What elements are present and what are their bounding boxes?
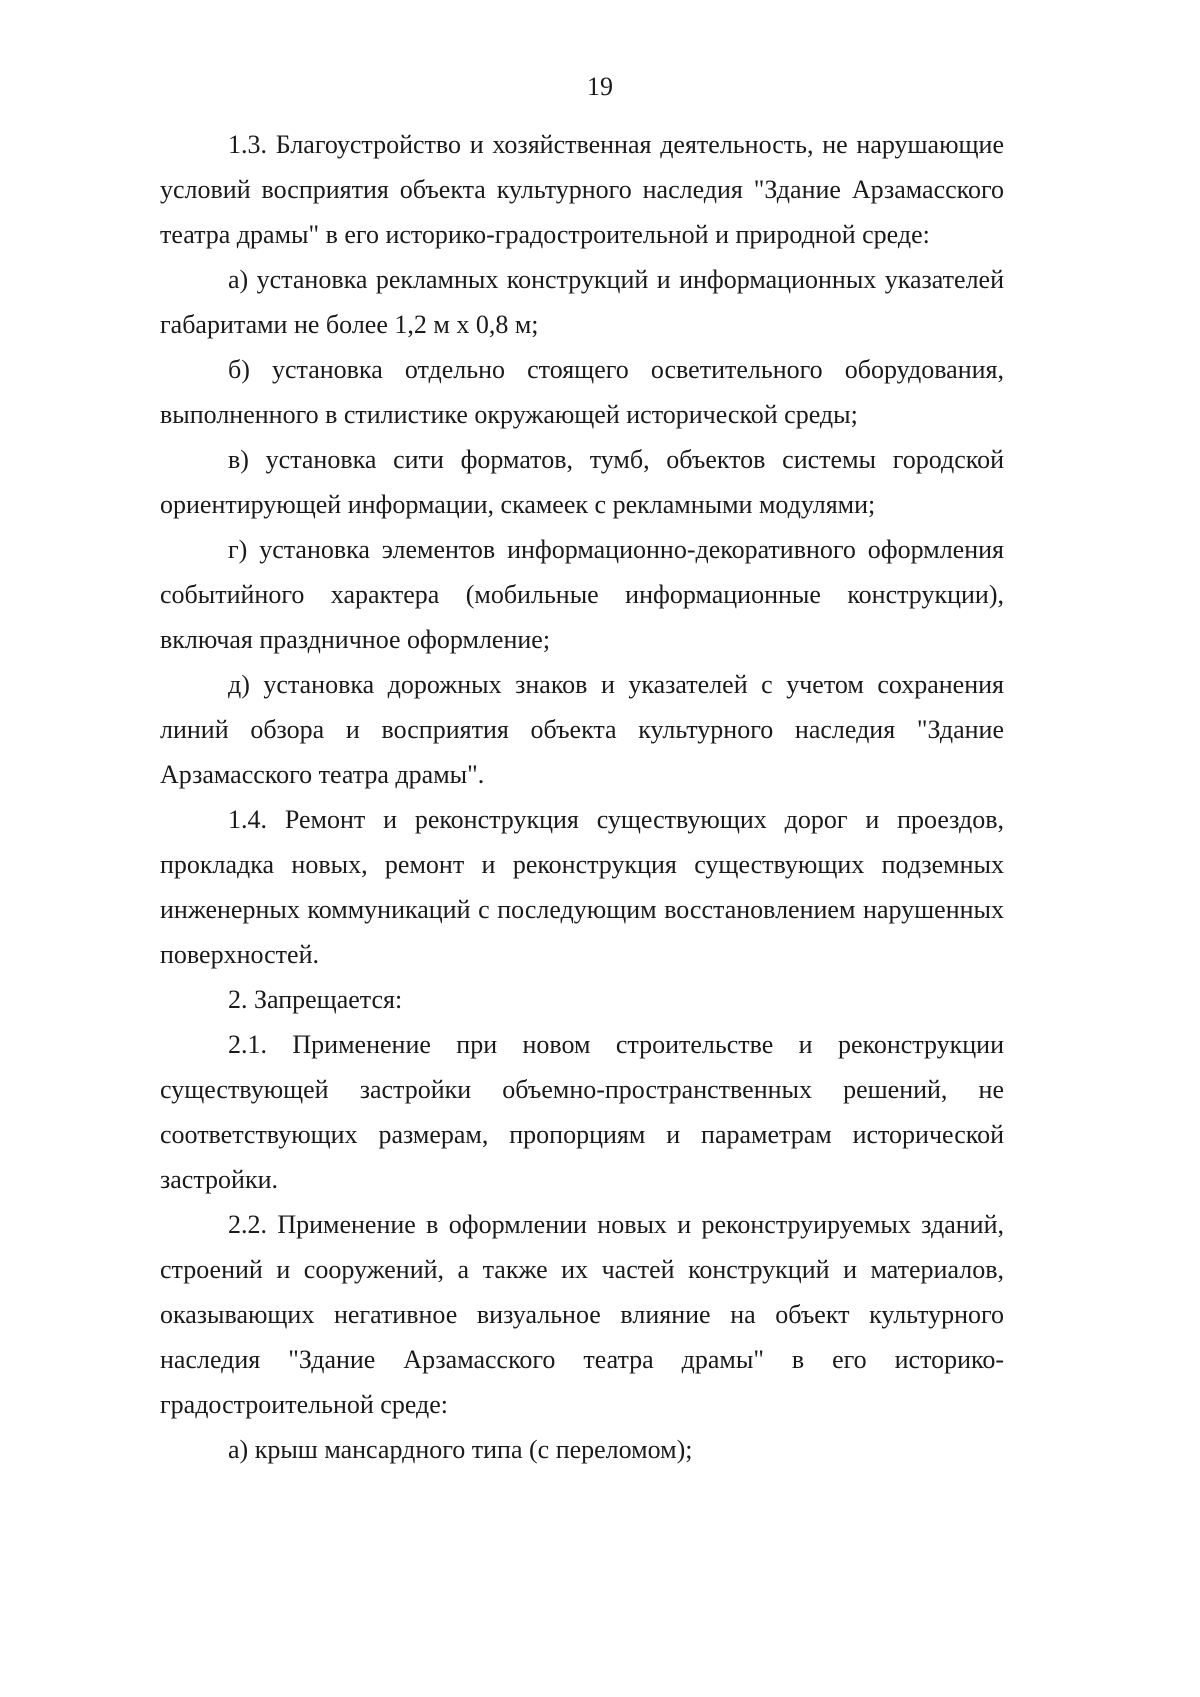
paragraph-1-4: 1.4. Ремонт и реконструкция существующих дорог и проездов, прокладка новых, ремонт и реконструкция существующих подземных инженерных коммуникаций с последующим восстановлением нарушенных поверхностей.: [160, 805, 1004, 969]
page-number: 19: [587, 72, 613, 101]
paragraph-1-3-a: а) установка рекламных конструкций и информационных указателей габаритами не более 1,2 м х 0,8 м;: [160, 265, 1004, 339]
paragraph-1-3-b: б) установка отдельно стоящего осветительного оборудования, выполненного в стилистике окружающей исторической среды;: [160, 355, 1004, 429]
document-body: [160, 122, 1004, 1472]
paragraph-1-3-v: в) установка сити форматов, тумб, объектов системы городской ориентирующей информации, скамеек с рекламными модулями;: [160, 445, 1004, 519]
paragraph-1-3-d: д) установка дорожных знаков и указателей с учетом сохранения линий обзора и восприятия объекта культурного наследия "Здание Арзамасского театра драмы".: [160, 670, 1004, 789]
paragraph-2-2: 2.2. Применение в оформлении новых и реконструируемых зданий, строений и сооружений, а также их частей конструкций и материалов, оказывающих негативное визуальное влияние на объект культурного наследия "Здание Арзамасского театра драмы" в его историко-градостроительной среде:: [160, 1210, 1004, 1419]
paragraph-2-2-a: а) крыш мансардного типа (с переломом);: [228, 1435, 693, 1464]
paragraph-1-3: 1.3. Благоустройство и хозяйственная деятельность, не нарушающие условий восприятия объекта культурного наследия "Здание Арзамасского театра драмы" в его историко-градостроительной и природной среде:: [160, 130, 1004, 249]
paragraph-2-heading: 2. Запрещается:: [228, 985, 403, 1014]
paragraph-2-1: 2.1. Применение при новом строительстве и реконструкции существующей застройки объемно-пространственных решений, не соответствующих размерам, пропорциям и параметрам исторической застройки.: [160, 1030, 1004, 1194]
paragraph-1-3-g: г) установка элементов информационно-декоративного оформления событийного характера (мобильные информационные конструкции), включая праздничное оформление;: [160, 535, 1004, 654]
